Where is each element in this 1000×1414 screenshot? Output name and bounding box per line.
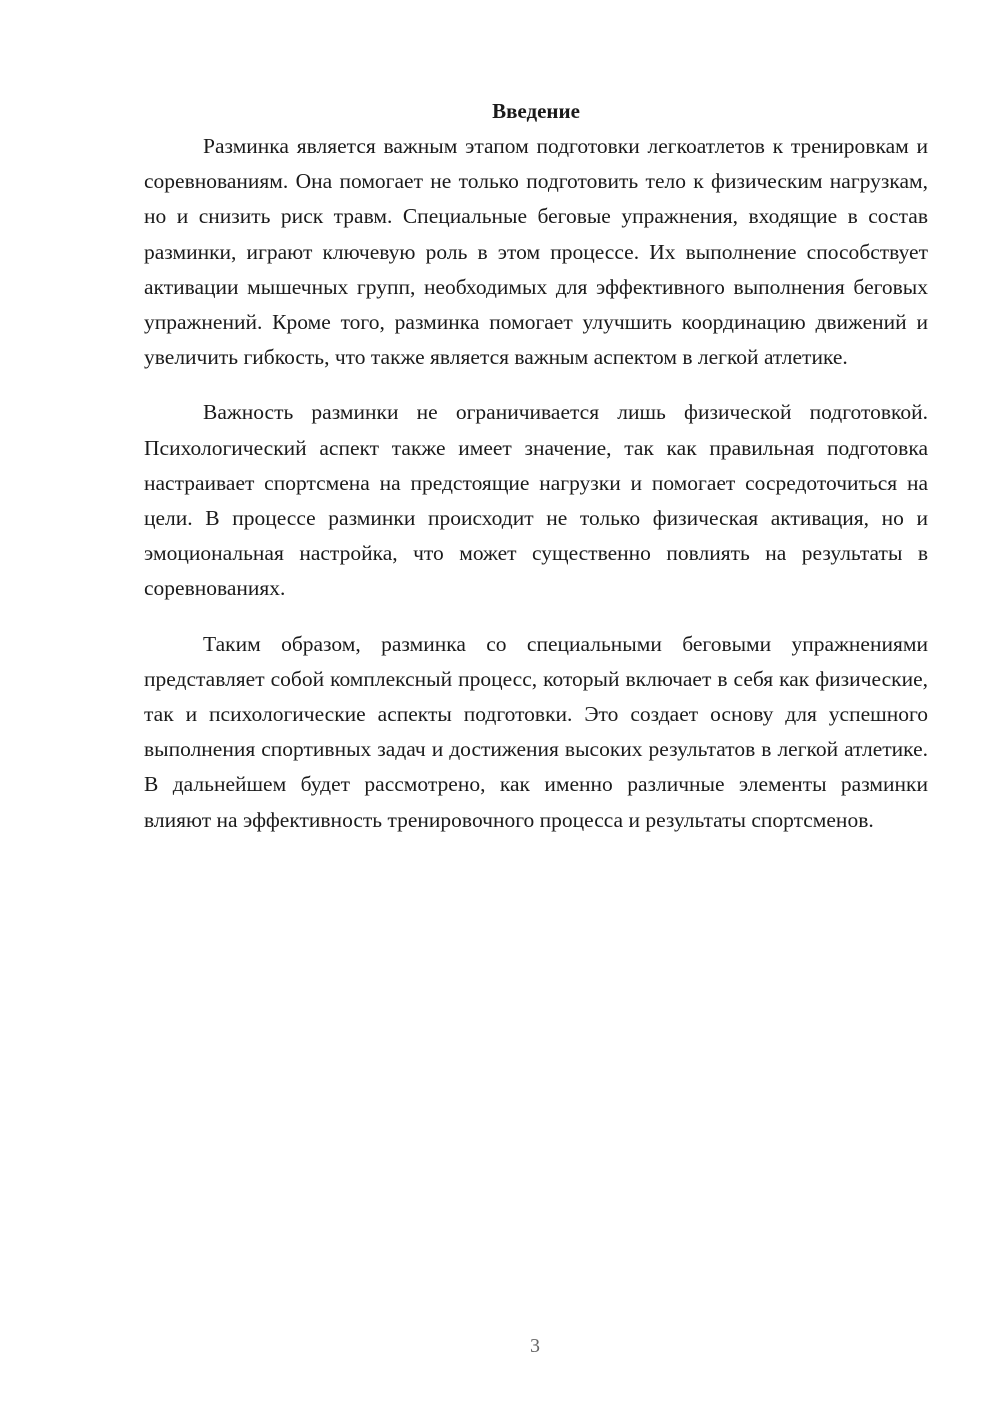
section-heading: Введение <box>492 99 580 123</box>
paragraph-1: Разминка является важным этапом подготовки легкоатлетов к тренировкам и соревнованиям. Она помогает не только подготовить тело к физическим нагрузкам, но и снизить риск травм. Специальные беговые упражнения, входящие в состав разминки, играют ключевую роль в этом процессе. Их выполнение способствует активации мышечных групп, необходимых для эффективного выполнения беговых упражнений. Кроме того, разминка помогает улучшить координацию движений и увеличить гибкость, что также является важным аспектом в легкой атлетике. <box>144 134 928 370</box>
paragraph-2: Важность разминки не ограничивается лишь физической подготовкой. Психологический аспект также имеет значение, так как правильная подготовка настраивает спортсмена на предстоящие нагрузки и помогает сосредоточиться на цели. В процессе разминки происходит не только физическая активация, но и эмоциональная настройка, что может существенно повлиять на результаты в соревнованиях. <box>144 400 928 601</box>
page-content <box>144 96 928 858</box>
paragraph-3: Таким образом, разминка со специальными беговыми упражнениями представляет собой комплексный процесс, который включает в себя как физические, так и психологические аспекты подготовки. Это создает основу для успешного выполнения спортивных задач и достижения высоких результатов в легкой атлетике. В дальнейшем будет рассмотрено, как именно различные элементы разминки влияют на эффективность тренировочного процесса и результаты спортсменов. <box>144 631 928 832</box>
page-number: 3 <box>530 1335 540 1357</box>
